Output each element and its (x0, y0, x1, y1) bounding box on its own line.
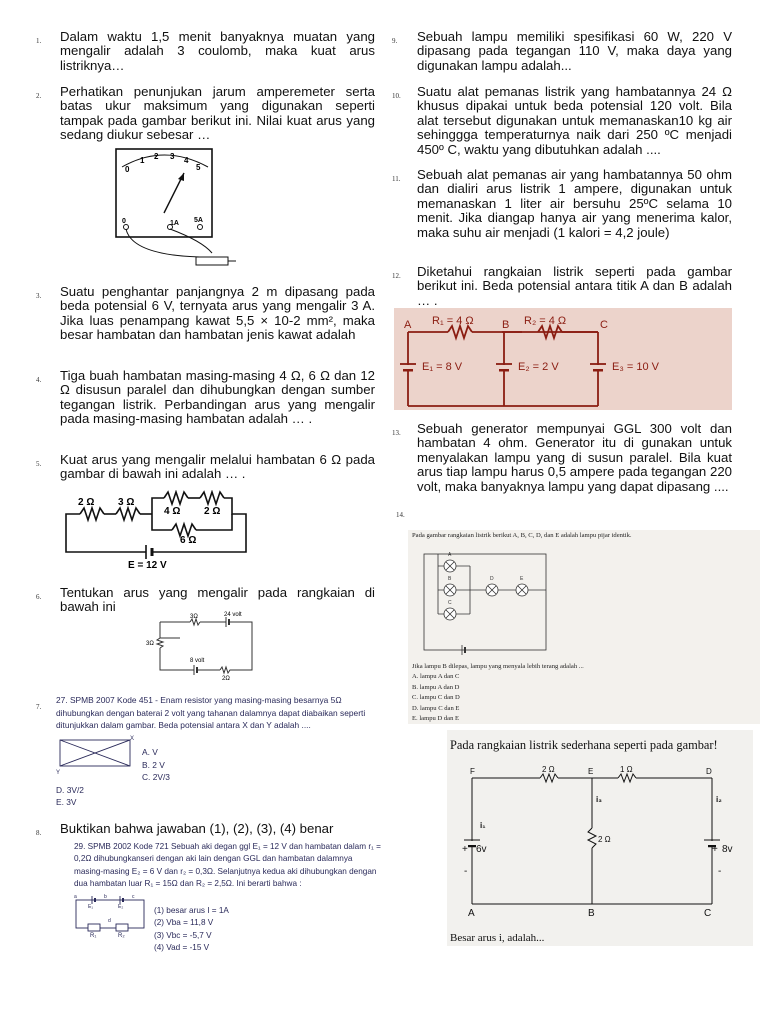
voltage-label: 8 volt (190, 658, 205, 664)
lamp-label: B (448, 576, 452, 582)
voltage-label: 24 volt (224, 612, 242, 618)
emf-label: E₂ = 2 V (518, 361, 559, 373)
node-label: C (600, 319, 608, 331)
resistor-label: 2 Ω (204, 506, 221, 517)
resistor-label: 1 Ω (620, 765, 633, 774)
resistor-label: 3Ω (190, 614, 198, 620)
svg-text:-: - (718, 866, 722, 877)
question-number: 5. (36, 460, 42, 468)
text-line: dihubungkan dengan baterai 2 volt yang tahanan dalamnya dapat diabaikan seperti (56, 707, 366, 718)
svg-text:+: + (712, 844, 718, 855)
option: A. lampu A dan C (412, 673, 460, 681)
emf-label: E₂ (118, 904, 124, 910)
question-10-text: Suatu alat pemanas listrik yang hambatannya 24 Ω khusus dipakai untuk beda potensial 120 volt. Bila alat tersebut digunakan untuk memanaskan10 kg air sehinggga temperaturnya naik dari 250 ºC menjadi 450º C, waktu yang dibutuhkan adalah .... (417, 84, 732, 157)
emf-label: E₁ = 8 V (422, 361, 463, 373)
question-7-options-2 (56, 784, 84, 808)
question-8-embedded-text (74, 841, 428, 890)
question-number: 6. (36, 593, 42, 601)
question-number: 8. (36, 829, 42, 837)
question-9-text: Sebuah lampu memiliki spesifikasi 60 W, 220 V dipasang pada tegangan 110 V, maka daya yang digunakan lampu adalah... (417, 29, 732, 73)
lamp-circuit-figure (418, 544, 558, 656)
node-label: c (132, 894, 135, 900)
current-label: i₁ (480, 821, 486, 830)
question-11-text: Sebuah alat pemanas air yang hambatannya 50 ohm dan dialiri arus listrik 1 ampere, digunakan untuk memanaskan 1 liter air bersuhu 25ºC selama 10 menit. Jika diangap hanya air yang menerima kalor, maka suhu air menjadi (1 kalori = 4,2 joule) (417, 167, 732, 240)
node-label: B (588, 908, 595, 919)
option: D. lampu C dan E (412, 704, 460, 712)
current-label: i₂ (716, 795, 722, 804)
question-14-header: Pada gambar rangkaian listrik berikut A, B, C, D, dan E adalah lampu pijar identik. (412, 532, 632, 539)
question-14-body (412, 662, 584, 724)
node-label: F (470, 767, 475, 776)
scale-label: 4 (184, 156, 189, 165)
lamp-label: A (448, 552, 452, 558)
option: B. 2 V (142, 759, 165, 770)
text-line: masing-masing E₂ = 6 V dan r₂ = 0,3Ω. Selanjutnya kedua aki dihubungkan dengan (74, 866, 377, 876)
resistor-label: 3Ω (146, 641, 154, 647)
option: A. V (142, 747, 158, 757)
question-14-question: Jika lampu B dilepas, lampu yang menyala lebih terang adalah ... (412, 663, 584, 670)
question-6-text: Tentukan arus yang mengalir pada rangkaian di bawah ini (60, 585, 375, 615)
circuit-figure-q8 (72, 890, 150, 938)
resistor-label: 6 Ω (180, 535, 197, 546)
resistor-label: 2 Ω (598, 835, 611, 844)
node-label: d (108, 918, 111, 924)
resistor-network-figure (54, 732, 138, 776)
question-7-embedded-text (56, 694, 396, 732)
svg-text:+: + (462, 844, 468, 855)
question-number: 12. (392, 272, 401, 280)
text-line: ditunjukkan dalam gambar. Beda potensial antara X dan Y adalah .... (56, 720, 311, 730)
question-number: 11. (392, 175, 401, 183)
question-3-text: Suatu penghantar panjangnya 2 m dipasang pada beda potensial 6 V, ternyata arus yang mengalir 3 A. Jika luas penampang kawat 5,5 × 10-2 mm², maka besar hambatan dan hambatan jenis kawat adalah (60, 284, 375, 343)
terminal-label: 1A (170, 220, 179, 227)
terminal-label: 5A (194, 217, 203, 224)
text-line: 27. SPMB 2007 Kode 451 - Enam resistor yang masing-masing besarnya 5Ω (56, 695, 342, 705)
question-13-text: Sebuah generator mempunyai GGL 300 volt dan hambatan 4 ohm. Generator itu di gunakan untuk menyalakan lampu yang di susun paralel. Bila kuat arus tiap lampu harus 0,5 ampere pada tegangan 220 volt, maka banyaknya lampu yang dapat dipasang .... (417, 421, 732, 494)
option: C. lampu C dan D (412, 694, 460, 702)
emf-label: E₁ (88, 904, 94, 910)
question-15-title: Pada rangkaian listrik sederhana seperti pada gambar! (450, 738, 718, 752)
text-line: dua hambatan luar R₁ = 15Ω dan R₂ = 2,5Ω. Ini berarti bahwa : (74, 878, 302, 888)
text-line: 29. SPMB 2002 Kode 721 Sebuah aki degan ggl E₁ = 12 V dan hambatan dalam r₁ = (74, 842, 381, 851)
node-label: X (130, 736, 135, 742)
scale-label: 0 (125, 165, 130, 174)
emf-label: E = 12 V (128, 560, 167, 570)
option: E. 3V (56, 797, 77, 807)
lamp-label: E (520, 576, 524, 582)
scale-label: 3 (170, 152, 175, 161)
statement: (1) besar arus I = 1A (154, 906, 229, 915)
voltage-label: 8v (722, 844, 733, 855)
option: C. 2V/3 (142, 772, 170, 782)
scale-label: 5 (196, 163, 201, 172)
node-label: B (502, 319, 510, 331)
question-5-text: Kuat arus yang mengalir melalui hambatan 6 Ω pada gambar di bawah ini adalah … . (60, 452, 375, 482)
question-number: 7. (36, 703, 42, 711)
resistor-label: R₂ (118, 933, 125, 938)
circuit-figure-q15 (450, 760, 750, 920)
node-label: C (704, 908, 712, 919)
question-number: 14. (396, 511, 405, 519)
question-number: 3. (36, 292, 42, 300)
resistor-label: 2 Ω (78, 497, 95, 508)
resistor-label: R₁ = 4 Ω (432, 315, 474, 327)
terminal-label: 0 (122, 218, 126, 225)
current-label: i₃ (596, 795, 602, 804)
circuit-figure-q5 (60, 490, 260, 570)
node-label: A (404, 319, 412, 331)
node-label: Y (56, 770, 61, 776)
question-number: 4. (36, 376, 42, 384)
question-15-footer: Besar arus i, adalah... (450, 932, 545, 944)
circuit-figure-q12 (394, 308, 732, 410)
resistor-label: 3 Ω (118, 497, 135, 508)
option: D. 3V/2 (56, 785, 84, 795)
question-7-options (142, 746, 170, 784)
text-line: 0,2Ω dihubungkanseri dengan aki lain dengan GGL dan hambatan dalamnya (74, 854, 353, 864)
node-label: D (706, 767, 712, 776)
statement: (2) Vba = 11,8 V (154, 918, 214, 928)
question-number: 2. (36, 92, 42, 100)
lamp-label: C (448, 600, 452, 606)
voltage-label: 6v (476, 844, 487, 855)
statement: (4) Vad = -15 V (154, 942, 210, 952)
question-12-text: Diketahui rangkaian listrik seperti pada gambar berikut ini. Beda potensial antara titik A dan B adalah … . (417, 265, 732, 308)
resistor-label: 4 Ω (164, 506, 181, 517)
question-number: 9. (392, 37, 398, 45)
lamp-label: D (490, 576, 494, 582)
question-8-statements (154, 905, 229, 954)
option: B. lampu A dan D (412, 683, 460, 691)
statement: (3) Vbc = -5,7 V (154, 930, 212, 940)
ammeter-figure (112, 145, 244, 275)
question-number: 13. (392, 429, 401, 437)
node-label: b (104, 894, 107, 900)
resistor-label: R₁ (90, 933, 97, 938)
emf-label: E₃ = 10 V (612, 361, 659, 373)
question-number: 1. (36, 37, 42, 45)
resistor-label: 2 Ω (542, 765, 555, 774)
question-4-text: Tiga buah hambatan masing-masing 4 Ω, 6 Ω dan 12 Ω disusun paralel dan dihubungkan dengan sumber tegangan listrik. Perbandingan arus yang mengalir pada masing-masing hambatan adalah … . (60, 368, 375, 427)
question-number: 10. (392, 92, 401, 100)
resistor-label: 2Ω (222, 676, 230, 682)
question-1-text: Dalam waktu 1,5 menit banyaknya muatan yang mengalir adalah 3 coulomb, maka kuat arus listriknya… (60, 29, 375, 73)
question-2-text: Perhatikan penunjukan jarum amperemeter serta batas ukur maksimum yang digunakan seperti tampak pada gambar berikut ini. Nilai kuat arus yang sedang diukur sebesar … (60, 84, 375, 143)
question-8-text: Buktikan bahwa jawaban (1), (2), (3), (4) benar (60, 821, 334, 836)
circuit-figure-q6 (144, 608, 266, 682)
svg-text:-: - (464, 866, 468, 877)
scale-label: 1 (140, 156, 145, 165)
node-label: a (74, 894, 77, 900)
option: E. lampu D dan E (412, 715, 460, 723)
node-label: A (468, 908, 475, 919)
scale-label: 2 (154, 152, 159, 161)
node-label: E (588, 767, 594, 776)
resistor-label: R₂ = 4 Ω (524, 315, 567, 327)
